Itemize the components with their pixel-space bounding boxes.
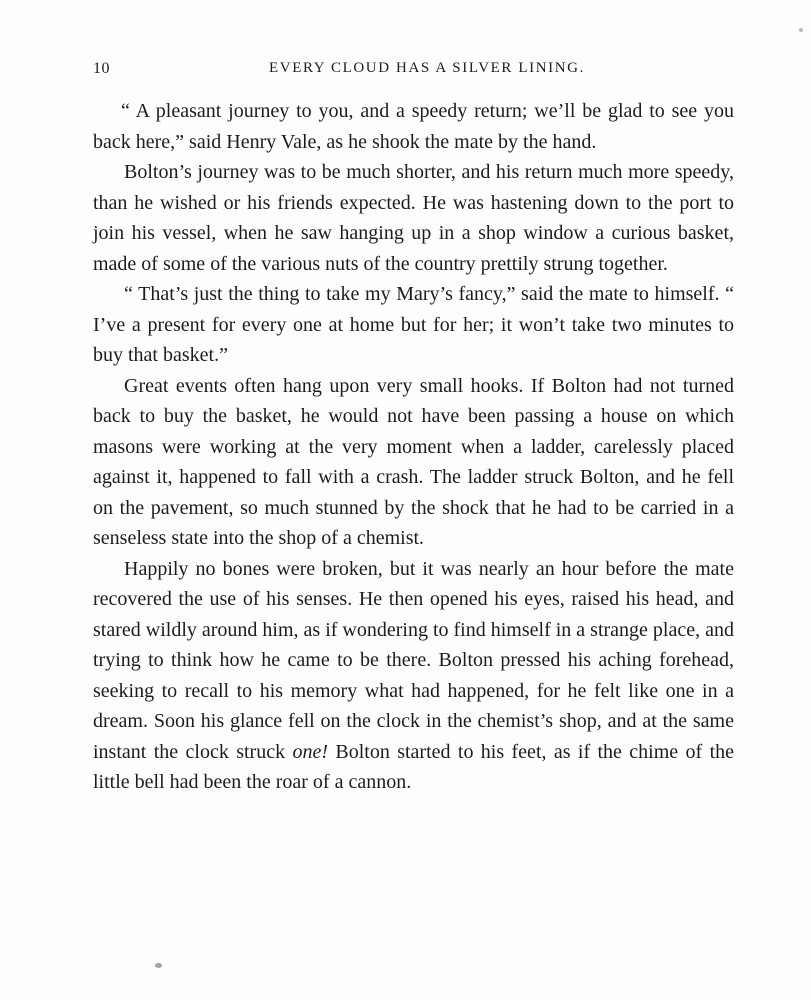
page-number: 10 — [93, 60, 110, 77]
page-header — [93, 60, 733, 82]
body-text — [93, 96, 734, 798]
recovery-text-after: Bolton started to his feet, as if the chime of the little bell had been the roar of a cannon. — [93, 740, 735, 793]
running-title: EVERY CLOUD HAS A SILVER LINING. — [269, 60, 585, 76]
paragraph-recovery — [93, 554, 734, 798]
paragraph-accident: Great events often hang upon very small hooks. If Bolton had not turned back to buy the basket, he would not have been passing a house on which masons were working at the very moment when a ladder, carelessly placed against it, happened to fall with a crash. The ladder struck Bolton, and he fell on the pavement, so much stunned by the shock that he had to be carried in a senseless state into the shop of a chemist. — [93, 374, 734, 549]
paragraph-journey: Bolton’s journey was to be much shorter, and his return much more speedy, than he wished or his friends expected. He was hastening down to the port to join his vessel, when he saw hanging up in a shop window a curious basket, made of some of the various nuts of the country prettily strung together. — [93, 161, 734, 275]
paragraph-basket: “ That’s just the thing to take my Mary’s fancy,” said the mate to himself. “ I’ve a present for every one at home but for her; it won’t take two minutes to buy that basket.” — [93, 283, 734, 366]
paragraph-farewell: “ A pleasant journey to you, and a speedy return; we’ll be glad to see you back here,” said Henry Vale, as he shook the mate by the hand. — [93, 100, 734, 153]
recovery-emphasis: one! — [292, 740, 328, 763]
recovery-text-before: Happily no bones were broken, but it was nearly an hour before the mate recovered the use of his senses. He then opened his eyes, raised his head, and stared wildly around him, as if wondering to find himself in a strange place, and trying to think how he came to be there. Bolton pressed his aching forehead, seeking to recall to his memory what had happened, for he felt like one in a dream. Soon his glance fell on the clock in the chemist’s shop, and at the same instant the clock struck — [93, 557, 734, 763]
paper-speck — [155, 963, 162, 968]
paper-speck — [799, 28, 803, 32]
